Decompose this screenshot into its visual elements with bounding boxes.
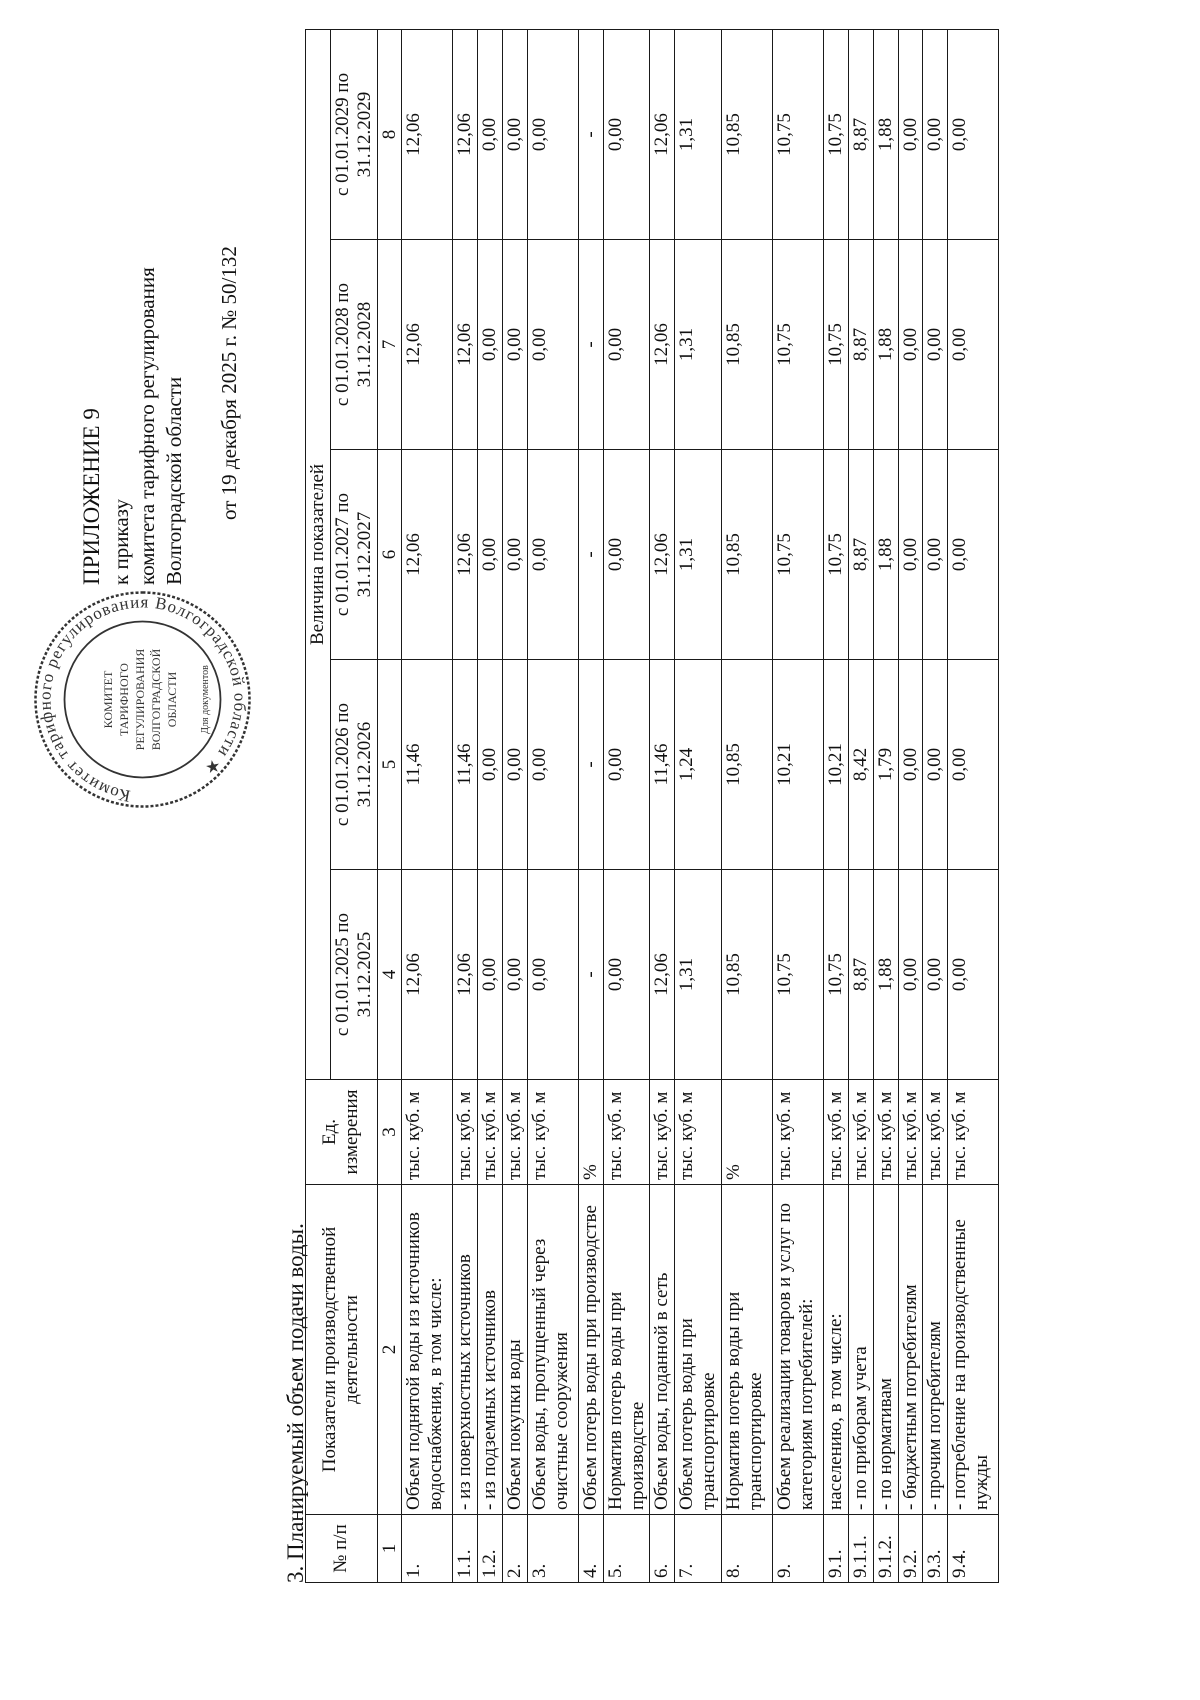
column-index: 4 <box>377 870 402 1080</box>
row-value: - <box>578 240 603 450</box>
row-number: 5. <box>603 1515 650 1583</box>
row-indicator: Объем поднятой воды из источников водоснабжения, в том числе: <box>402 1185 453 1515</box>
row-indicator: Объем реализации товаров и услуг по категориям потребителей: <box>772 1185 823 1515</box>
row-value: 10,75 <box>772 870 823 1080</box>
table-row <box>578 29 603 1582</box>
table-row <box>402 29 453 1582</box>
table-row <box>478 29 503 1582</box>
header-period-2028: с 01.01.2028 по 31.12.2028 <box>330 240 377 450</box>
row-value: 12,06 <box>650 450 675 660</box>
svg-text:Для документов: Для документов <box>200 665 211 734</box>
table-row <box>848 29 873 1582</box>
row-value: 10,75 <box>772 29 823 239</box>
row-value: 10,21 <box>823 660 848 870</box>
row-indicator: - бюджетным потребителям <box>898 1185 923 1515</box>
official-stamp <box>30 587 260 812</box>
row-number: 1.1. <box>453 1515 478 1583</box>
row-number: 1.2. <box>478 1515 503 1583</box>
row-value: 0,00 <box>503 870 528 1080</box>
row-value: 8,87 <box>848 240 873 450</box>
row-value: 0,00 <box>948 660 999 870</box>
row-value: 0,00 <box>898 29 923 239</box>
table-row <box>823 29 848 1582</box>
row-indicator: - по нормативам <box>873 1185 898 1515</box>
row-value: 1,31 <box>675 240 722 450</box>
row-value: 0,00 <box>478 870 503 1080</box>
order-date <box>216 246 242 520</box>
row-number: 3. <box>527 1515 578 1583</box>
row-unit: тыс. куб. м <box>923 1080 948 1185</box>
row-value: 1,79 <box>873 660 898 870</box>
row-value: - <box>578 870 603 1080</box>
row-value: 0,00 <box>923 450 948 660</box>
row-value: 12,06 <box>650 240 675 450</box>
row-value: 0,00 <box>603 660 650 870</box>
row-unit: тыс. куб. м <box>675 1080 722 1185</box>
row-value: 11,46 <box>650 660 675 870</box>
row-value: 0,00 <box>527 450 578 660</box>
row-value: 12,06 <box>453 29 478 239</box>
row-value: 1,31 <box>675 870 722 1080</box>
row-value: 12,06 <box>453 450 478 660</box>
row-value: 12,06 <box>402 870 453 1080</box>
row-number: 9.2. <box>898 1515 923 1583</box>
row-unit: тыс. куб. м <box>650 1080 675 1185</box>
table-row <box>923 29 948 1582</box>
row-value: 10,75 <box>772 450 823 660</box>
row-value: 10,85 <box>721 240 772 450</box>
table-row <box>873 29 898 1582</box>
row-value: 8,87 <box>848 870 873 1080</box>
row-indicator: Объем потерь воды при производстве <box>578 1185 603 1515</box>
table-row <box>948 29 999 1582</box>
row-unit: тыс. куб. м <box>873 1080 898 1185</box>
svg-text:РЕГУЛИРОВАНИЯ: РЕГУЛИРОВАНИЯ <box>133 648 147 751</box>
row-value: 1,31 <box>675 29 722 239</box>
row-value: 12,06 <box>402 29 453 239</box>
row-indicator: - из подземных источников <box>478 1185 503 1515</box>
order-date-text: от 19 декабря 2025 г. № 50/132 <box>217 246 241 520</box>
header-values-group: Величина показателей <box>306 29 331 1079</box>
column-index: 2 <box>377 1185 402 1515</box>
row-number: 9.1.1. <box>848 1515 873 1583</box>
row-value: 10,85 <box>721 29 772 239</box>
column-index: 6 <box>377 450 402 660</box>
row-value: 0,00 <box>527 29 578 239</box>
row-value: - <box>578 660 603 870</box>
row-value: 0,00 <box>478 450 503 660</box>
row-value: 8,87 <box>848 450 873 660</box>
row-value: 1,88 <box>873 240 898 450</box>
row-value: 0,00 <box>478 240 503 450</box>
row-number: 9.1.2. <box>873 1515 898 1583</box>
table-row <box>453 29 478 1582</box>
table-row <box>503 29 528 1582</box>
row-indicator: - прочим потребителям <box>923 1185 948 1515</box>
row-value: 0,00 <box>478 660 503 870</box>
table-row <box>772 29 823 1582</box>
row-indicator: Норматив потерь воды при транспортировке <box>721 1185 772 1515</box>
row-value: 0,00 <box>923 870 948 1080</box>
row-unit: тыс. куб. м <box>948 1080 999 1185</box>
row-value: 0,00 <box>603 450 650 660</box>
row-value: 10,75 <box>823 870 848 1080</box>
row-value: 10,85 <box>721 870 772 1080</box>
row-number: 8. <box>721 1515 772 1583</box>
row-unit: тыс. куб. м <box>402 1080 453 1185</box>
row-unit: % <box>578 1080 603 1185</box>
row-indicator: Объем покупки воды <box>503 1185 528 1515</box>
row-number: 6. <box>650 1515 675 1583</box>
row-value: 0,00 <box>898 240 923 450</box>
row-value: 0,00 <box>923 29 948 239</box>
row-value: 10,75 <box>772 240 823 450</box>
row-value: 0,00 <box>503 29 528 239</box>
row-unit: тыс. куб. м <box>503 1080 528 1185</box>
row-number: 7. <box>675 1515 722 1583</box>
row-indicator: Объем воды, пропущенный через очистные сооружения <box>527 1185 578 1515</box>
svg-text:Комитет тарифного регулировани: Комитет тарифного регулирования Волгоградской области ★ <box>35 592 250 806</box>
row-unit: тыс. куб. м <box>527 1080 578 1185</box>
row-unit: тыс. куб. м <box>772 1080 823 1185</box>
order-line-3: Волгоградской области <box>161 376 186 585</box>
row-value: 0,00 <box>503 450 528 660</box>
row-value: 1,24 <box>675 660 722 870</box>
svg-text:ОБЛАСТИ: ОБЛАСТИ <box>165 671 179 728</box>
table-body <box>377 29 999 1582</box>
row-unit: тыс. куб. м <box>603 1080 650 1185</box>
row-value: 0,00 <box>948 29 999 239</box>
row-unit: % <box>721 1080 772 1185</box>
table-row <box>603 29 650 1582</box>
row-value: 12,06 <box>402 450 453 660</box>
row-number: 4. <box>578 1515 603 1583</box>
header-unit: Ед. измерения <box>306 1080 378 1185</box>
row-indicator: Объем потерь воды при транспортировке <box>675 1185 722 1515</box>
order-line-2: комитета тарифного регулирования <box>135 267 160 585</box>
row-value: 0,00 <box>527 660 578 870</box>
column-index: 8 <box>377 29 402 239</box>
section-title: 3. Планируемый объем подачи воды. <box>283 1223 308 1583</box>
svg-text:ТАРИФНОГО: ТАРИФНОГО <box>117 663 131 736</box>
table-row <box>898 29 923 1582</box>
row-value: 12,06 <box>650 870 675 1080</box>
row-value: 12,06 <box>453 240 478 450</box>
row-value: 0,00 <box>527 870 578 1080</box>
row-unit: тыс. куб. м <box>478 1080 503 1185</box>
row-number: 9. <box>772 1515 823 1583</box>
row-number: 9.3. <box>923 1515 948 1583</box>
order-line-1: к приказу <box>109 499 133 585</box>
row-value: 0,00 <box>898 450 923 660</box>
row-unit: тыс. куб. м <box>823 1080 848 1185</box>
row-value: 12,06 <box>650 29 675 239</box>
column-index: 3 <box>377 1080 402 1185</box>
table-header-row-1 <box>306 29 331 1582</box>
row-value: 0,00 <box>948 240 999 450</box>
row-unit: тыс. куб. м <box>848 1080 873 1185</box>
row-value: 10,75 <box>823 240 848 450</box>
row-value: 10,85 <box>721 660 772 870</box>
table-row <box>721 29 772 1582</box>
row-value: 0,00 <box>503 660 528 870</box>
row-value: 8,42 <box>848 660 873 870</box>
row-indicator: - из поверхностных источников <box>453 1185 478 1515</box>
header-period-2029: с 01.01.2029 по 31.12.2029 <box>330 29 377 239</box>
row-value: 0,00 <box>603 29 650 239</box>
row-value: 0,00 <box>503 240 528 450</box>
header-num: № п/п <box>306 1515 378 1583</box>
row-indicator: - по приборам учета <box>848 1185 873 1515</box>
row-value: 10,75 <box>823 450 848 660</box>
row-value: 0,00 <box>603 870 650 1080</box>
table-row <box>675 29 722 1582</box>
row-value: 1,88 <box>873 870 898 1080</box>
stamp-seal-icon <box>30 587 255 812</box>
row-indicator: - потребление на производственные нужды <box>948 1185 999 1515</box>
row-value: 1,31 <box>675 450 722 660</box>
row-number: 9.1. <box>823 1515 848 1583</box>
table-row <box>650 29 675 1582</box>
row-indicator: населению, в том числе: <box>823 1185 848 1515</box>
row-value: 0,00 <box>603 240 650 450</box>
appendix-title-text: ПРИЛОЖЕНИЕ 9 <box>79 408 104 585</box>
row-unit: тыс. куб. м <box>453 1080 478 1185</box>
column-index: 5 <box>377 660 402 870</box>
row-value: 0,00 <box>948 450 999 660</box>
row-value: 0,00 <box>923 240 948 450</box>
row-value: - <box>578 450 603 660</box>
row-value: 0,00 <box>948 870 999 1080</box>
row-number: 2. <box>503 1515 528 1583</box>
row-value: 0,00 <box>478 29 503 239</box>
row-value: 12,06 <box>453 870 478 1080</box>
row-indicator: Объем воды, поданной в сеть <box>650 1185 675 1515</box>
column-index: 1 <box>377 1515 402 1583</box>
row-value: 8,87 <box>848 29 873 239</box>
header-period-2027: с 01.01.2027 по 31.12.2027 <box>330 450 377 660</box>
svg-text:ВОЛГОГРАДСКОЙ: ВОЛГОГРАДСКОЙ <box>149 648 163 751</box>
row-value: 0,00 <box>898 660 923 870</box>
header-period-2025: с 01.01.2025 по 31.12.2025 <box>330 870 377 1080</box>
row-value: 10,85 <box>721 450 772 660</box>
row-value: 11,46 <box>402 660 453 870</box>
header-indicator: Показатели производственной деятельности <box>306 1185 378 1515</box>
water-supply-table <box>305 29 999 1583</box>
row-value: 1,88 <box>873 29 898 239</box>
row-number: 9.4. <box>948 1515 999 1583</box>
row-indicator: Норматив потерь воды при производстве <box>603 1185 650 1515</box>
row-value: 0,00 <box>923 660 948 870</box>
row-number: 1. <box>402 1515 453 1583</box>
row-value: 12,06 <box>402 240 453 450</box>
appendix-title <box>78 408 107 585</box>
column-index: 7 <box>377 240 402 450</box>
table-row <box>527 29 578 1582</box>
row-value: 10,75 <box>823 29 848 239</box>
row-value: 10,21 <box>772 660 823 870</box>
column-index-row <box>377 29 402 1582</box>
row-value: - <box>578 29 603 239</box>
svg-text:КОМИТЕТ: КОМИТЕТ <box>101 670 115 729</box>
header-period-2026: с 01.01.2026 по 31.12.2026 <box>330 660 377 870</box>
row-value: 1,88 <box>873 450 898 660</box>
order-reference <box>108 267 187 585</box>
row-value: 0,00 <box>898 870 923 1080</box>
row-value: 11,46 <box>453 660 478 870</box>
row-value: 0,00 <box>527 240 578 450</box>
row-unit: тыс. куб. м <box>898 1080 923 1185</box>
